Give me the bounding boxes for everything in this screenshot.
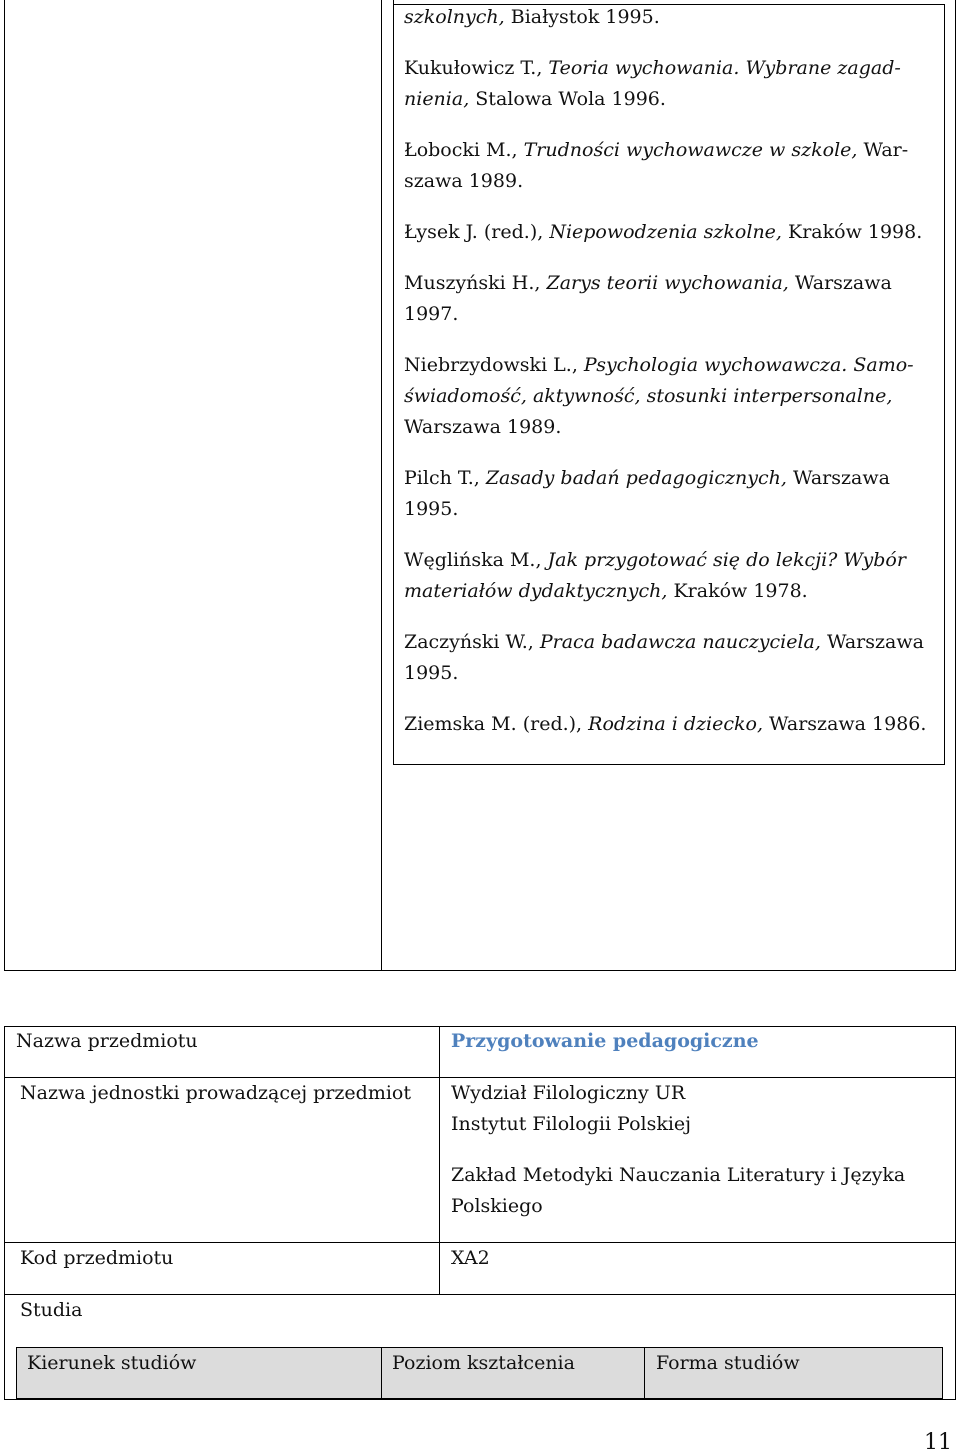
reference-item <box>404 463 934 525</box>
reference-publication: War- szawa 1989. <box>404 139 909 192</box>
top-table-bottom-border <box>4 970 956 971</box>
reference-publication: Warszawa 1989. <box>404 416 562 438</box>
reference-author: Zaczyński W., <box>404 631 540 653</box>
reference-item <box>404 709 934 740</box>
studies-label: Studia <box>20 1299 83 1321</box>
sub-row-div1 <box>381 1347 382 1399</box>
reference-publication: Kraków 1998. <box>781 221 923 243</box>
unit-line2: Instytut Filologii Polskiej <box>451 1113 692 1135</box>
sub-row-bottom <box>16 1398 943 1399</box>
reference-author: Muszyński H., <box>404 272 547 294</box>
unit-line1: Wydział Filologiczny UR <box>451 1082 686 1104</box>
col-form: Forma studiów <box>656 1352 800 1374</box>
course-row-line-3 <box>4 1294 956 1295</box>
reference-publication: Warszawa 1995. <box>404 631 924 684</box>
top-table-right-border <box>955 0 956 971</box>
reference-publication: Białystok 1995. <box>504 6 660 28</box>
sub-row-right <box>942 1347 943 1399</box>
reference-publication: Warszawa 1986. <box>762 713 927 735</box>
col-direction: Kierunek studiów <box>27 1352 197 1374</box>
reference-publication: Warszawa 1995. <box>404 467 890 520</box>
reference-title: szkolnych, <box>404 6 505 28</box>
reference-item <box>404 135 934 197</box>
reference-item <box>404 545 934 607</box>
reference-title: Trudności wychowawcze w szkole, <box>523 139 858 161</box>
reference-author: Ziemska M. (red.), <box>404 713 589 735</box>
code-value: XA2 <box>451 1247 490 1269</box>
reference-publication: Kraków 1978. <box>667 580 808 602</box>
page-number: 11 <box>924 1430 952 1455</box>
course-row-line-4 <box>4 1399 956 1400</box>
reference-author: Łobocki M., <box>404 139 524 161</box>
reference-author: Pilch T., <box>404 467 486 489</box>
reference-title: Rodzina i dziecko, <box>588 713 763 735</box>
reference-title: Zasady badań pedagogicznych, <box>485 467 787 489</box>
reference-title: Zarys teorii wychowania, <box>546 272 789 294</box>
ref-box-bottom <box>393 764 945 765</box>
reference-list <box>404 2 934 760</box>
course-table-mid <box>439 1026 440 1295</box>
ref-box-left <box>393 0 394 764</box>
reference-author: Niebrzydowski L., <box>404 354 584 376</box>
reference-item <box>404 627 934 689</box>
unit-line3: Zakład Metodyki Nauczania Literatury i Języka Polskiego <box>451 1164 906 1217</box>
reference-author: Węglińska M., <box>404 549 548 571</box>
top-table-middle-border <box>381 0 382 971</box>
unit-label: Nazwa jednostki prowadzącej przedmiot <box>20 1082 412 1104</box>
reference-item <box>404 217 934 248</box>
reference-title: Niepowodzenia szkolne, <box>549 221 782 243</box>
reference-title: Praca badawcza nauczyciela, <box>539 631 821 653</box>
course-table-right <box>955 1026 956 1400</box>
top-table-left-border <box>4 0 5 971</box>
reference-title: Jak przygotować się do lekcji? Wybór materiałów dydaktycznych, <box>404 549 906 602</box>
course-table-left <box>4 1026 5 1400</box>
col-level: Poziom kształcenia <box>392 1352 575 1374</box>
reference-author: Łysek J. (red.), <box>404 221 550 243</box>
reference-item <box>404 2 934 33</box>
reference-author: Kukułowicz T., <box>404 57 549 79</box>
sub-row-div2 <box>644 1347 645 1399</box>
code-label: Kod przedmiotu <box>20 1247 174 1269</box>
reference-title: Psychologia wychowawcza. Samo- świadomość, aktywność, stosunki interpersonalne, <box>404 354 914 407</box>
sub-row-left <box>16 1347 17 1399</box>
reference-item <box>404 53 934 115</box>
reference-publication: Warszawa 1997. <box>404 272 892 325</box>
ref-box-right <box>944 4 945 764</box>
reference-title: Teoria wychowania. Wybrane zagad- nienia, <box>404 57 901 110</box>
course-name-value: Przygotowanie pedagogiczne <box>451 1030 759 1052</box>
reference-publication: Stalowa Wola 1996. <box>469 88 666 110</box>
course-name-label: Nazwa przedmiotu <box>16 1030 198 1052</box>
reference-item <box>404 350 934 443</box>
reference-item <box>404 268 934 330</box>
